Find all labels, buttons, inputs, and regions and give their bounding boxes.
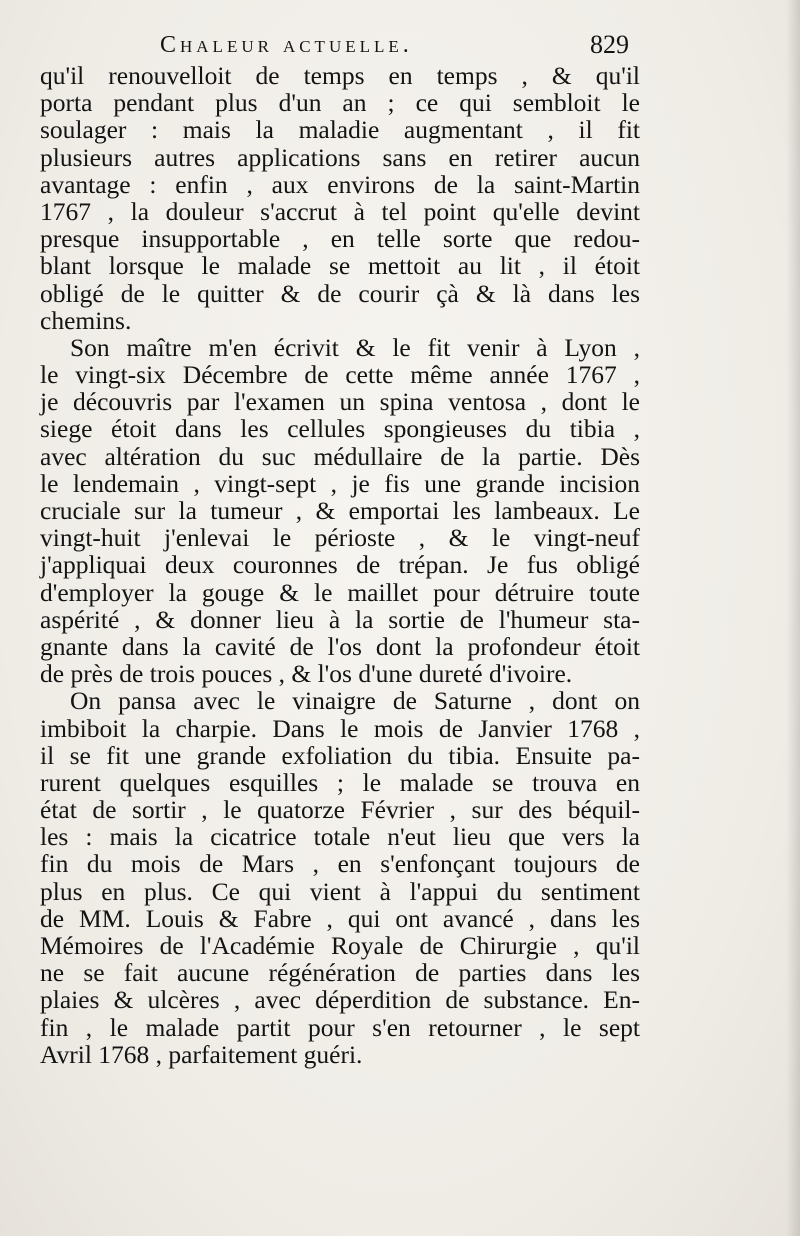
text-line: avec altération du suc médullaire de la partie. Dès [40,441,640,471]
text-line: chemins. [40,305,132,335]
running-head [40,26,640,66]
page-number: 829 [590,30,629,59]
text-line: Mémoires de l'Académie Royale de Chirurgie , qu'il [40,931,640,960]
text-line: j'appliquai deux couronnes de trépan. Je fus obligé [40,550,640,580]
text-line: de MM. Louis & Fabre , qui ont avancé , dans les [40,903,640,933]
text-line: plusieurs autres applications sans en retirer aucun [40,142,640,172]
text-line: je découvris par l'examen un spina ventosa , dont le [40,387,640,417]
text-line: vingt-huit j'enlevai le périoste , & le vingt-neuf [40,523,640,553]
text-line: les : mais la cicatrice totale n'eut lieu que vers la [40,822,640,852]
text-line: plaies & ulcères , avec déperdition de substance. En- [40,985,640,1015]
text-line: fin du mois de Mars , en s'enfonçant toujours de [40,849,640,879]
text-line: Son maître m'en écrivit & le fit venir à Lyon , [70,332,640,362]
text-line: presque insupportable , en telle sorte que redou- [40,224,640,254]
text-line: état de sortir , le quatorze Février , sur des béquil- [40,795,640,825]
text-line: ne se fait aucune régénération de parties dans les [40,958,640,988]
paragraph [40,687,640,1068]
text-line: de près de trois pouces , & l'os d'une dureté d'ivoire. [40,659,573,689]
text-line: avantage : enfin , aux environs de la saint-Martin [40,169,640,199]
running-title: Chaleur actuelle. [160,32,413,58]
text-line: le lendemain , vingt-sept , je fis une grande incision [40,468,640,498]
page-gutter-shadow [786,0,800,1236]
text-line: blant lorsque le malade se mettoit au lit , il étoit [40,251,640,281]
text-line: siege étoit dans les cellules spongieuses du tibia , [40,414,640,444]
text-line: le vingt-six Décembre de cette même année 1767 , [40,360,640,390]
text-line: cruciale sur la tumeur , & emportai les lambeaux. Le [40,496,640,525]
text-line: On pansa avec le vinaigre de Saturne , dont on [70,686,640,716]
text-line: obligé de le quitter & de courir çà & là dans les [40,278,640,308]
paragraph [40,334,640,687]
text-line: Avril 1768 , parfaitement guéri. [40,1039,363,1069]
text-line: porta pendant plus d'un an ; ce qui sembloit le [40,88,640,118]
text-line: qu'il renouvelloit de temps en temps , & qu'il [40,61,640,90]
text-line: fin , le malade partit pour s'en retourner , le sept [40,1012,640,1042]
text-line: d'employer la gouge & le maillet pour détruire toute [40,577,640,607]
body-text [40,62,640,1068]
text-line: soulager : mais la maladie augmentant , il fit [40,115,640,145]
text-line: 1767 , la douleur s'accrut à tel point qu'elle devint [40,196,640,226]
text-line: il se fit une grande exfoliation du tibia. Ensuite pa- [40,740,640,770]
text-line: aspérité , & donner lieu à la sortie de l'humeur sta- [40,604,640,634]
paragraph [40,62,640,334]
text-line: gnante dans la cavité de l'os dont la profondeur étoit [40,631,640,661]
text-line: plus en plus. Ce qui vient à l'appui du sentiment [40,876,640,906]
text-line: imbiboit la charpie. Dans le mois de Janvier 1768 , [40,713,640,743]
text-line: rurent quelques esquilles ; le malade se trouva en [40,767,640,797]
